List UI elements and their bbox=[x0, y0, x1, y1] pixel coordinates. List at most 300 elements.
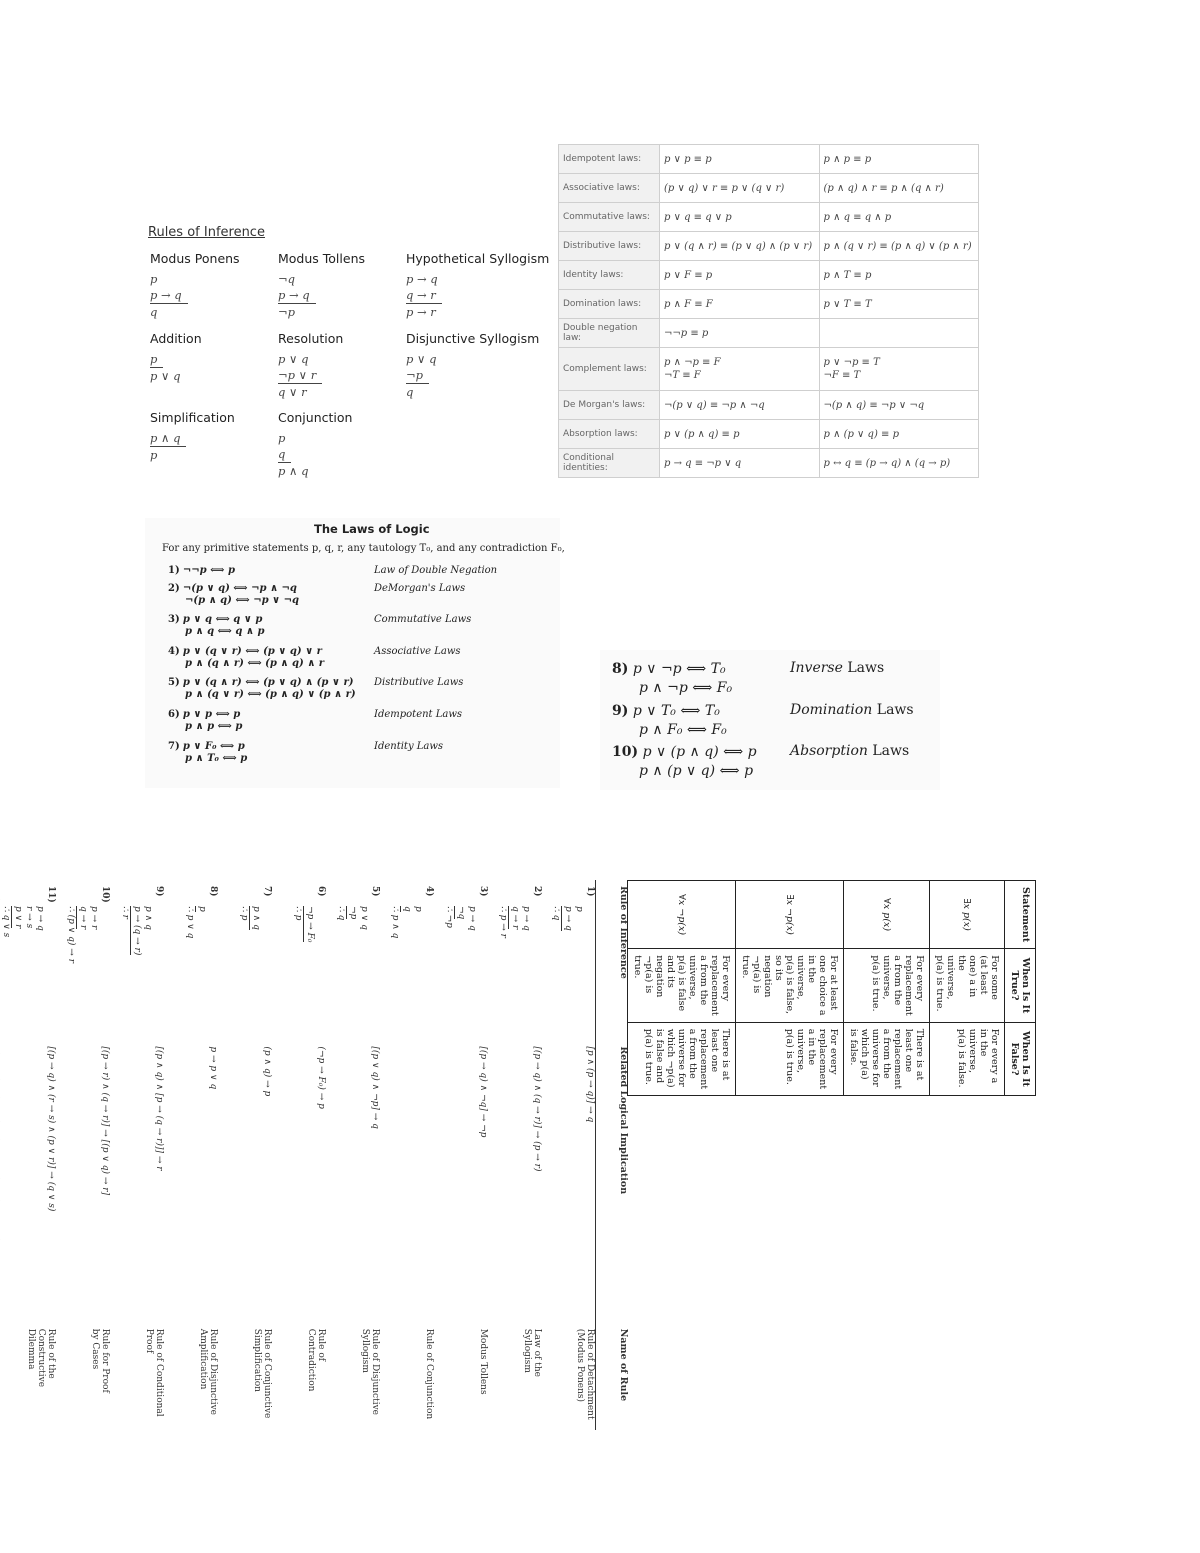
formula-line: (p ∧ q) ∧ r ≡ p ∧ (q ∧ r) bbox=[823, 182, 944, 194]
equivalence-label: Absorption laws: bbox=[559, 420, 660, 449]
logic-law bbox=[612, 702, 727, 740]
quantifier-true-condition: For every replacement a from the universe, p(a) is false and its negation ¬p(a) is true. bbox=[628, 949, 736, 1022]
logic-law-line bbox=[612, 679, 732, 698]
inference-name-line: Amplification bbox=[198, 1328, 208, 1390]
equivalence-label: Idempotent laws: bbox=[559, 145, 660, 174]
logic-law-expression: ¬(p ∨ q) ⟺ ¬p ∧ ¬q bbox=[182, 583, 297, 594]
inference-premise bbox=[346, 886, 358, 1034]
inference-rule-name: Disjunctive Syllogism bbox=[406, 331, 540, 346]
inference-rule-premise bbox=[150, 351, 202, 368]
logic-law-number: 3) bbox=[168, 614, 180, 625]
equivalence-formula bbox=[660, 420, 820, 449]
inference-conclusion: ∴ r bbox=[120, 906, 130, 919]
quantifier-false-condition: There is at least one replacement a from the universe for which p(a) is false. bbox=[844, 1022, 930, 1095]
premise-text: ¬p ∨ r bbox=[278, 367, 322, 384]
premise-text: p → r bbox=[89, 906, 99, 930]
inference-cell-name bbox=[272, 1323, 326, 1430]
premise-text: ¬p bbox=[406, 367, 429, 384]
logic-law-expression: p ∧ (q ∧ r) ⟺ (p ∧ q) ∧ r bbox=[185, 658, 325, 669]
equivalence-formula bbox=[660, 348, 820, 391]
inference-rule-name: Conjunction bbox=[278, 410, 353, 425]
equivalence-formula bbox=[660, 203, 820, 232]
quantifier-true-condition: For every replacement a from the universe, p(a) is true. bbox=[844, 949, 930, 1022]
formula-line: ¬T ≡ F bbox=[664, 370, 701, 381]
quantifier-header-statement: Statement bbox=[1005, 881, 1036, 949]
inference-rule-name: Simplification bbox=[150, 410, 235, 425]
inference-name-line: Syllogism bbox=[360, 1328, 370, 1373]
equivalence-row bbox=[559, 232, 979, 261]
logic-law-line bbox=[168, 646, 324, 658]
equivalence-label: Commutative laws: bbox=[559, 203, 660, 232]
inference-rule bbox=[150, 410, 235, 463]
inference-cell-name bbox=[164, 1323, 218, 1430]
premise-text: ¬q bbox=[278, 272, 295, 286]
quantifier-true-condition: For at least one choice a in the universe, p(a) is false, so its negation ¬p(a) is true. bbox=[736, 949, 844, 1022]
logic-law-number: 2) bbox=[168, 583, 180, 594]
logic-law-name bbox=[790, 743, 909, 759]
inference-premise bbox=[23, 886, 34, 1034]
inference-cell-name bbox=[218, 1323, 272, 1430]
quantifier-statement: ∀x ¬p(x) bbox=[628, 881, 736, 949]
inference-table-row bbox=[164, 880, 218, 1430]
logic-law-number: 7) bbox=[168, 741, 180, 752]
premise-text: q → r bbox=[78, 906, 88, 930]
formula-line: p ∨ (p ∧ q) ≡ p bbox=[664, 428, 740, 440]
formula-line: p ∧ T ≡ p bbox=[823, 269, 872, 281]
formula-line: ¬F ≡ T bbox=[823, 370, 861, 381]
formula-line: (p ∨ q) ∨ r ≡ p ∨ (q ∨ r) bbox=[664, 182, 785, 194]
logic-law-name-suffix: Laws bbox=[867, 743, 910, 759]
inference-cell-rule bbox=[110, 880, 164, 1040]
premise-text: p ∨ q bbox=[278, 352, 309, 366]
inference-rule-name: Modus Tollens bbox=[278, 251, 366, 266]
inference-rule-premise bbox=[278, 367, 343, 384]
premise-text: q bbox=[278, 446, 291, 463]
equivalence-row bbox=[559, 261, 979, 290]
logic-law bbox=[612, 743, 757, 781]
inference-cell-name bbox=[110, 1323, 164, 1430]
inference-rule-premise bbox=[278, 287, 365, 304]
inference-rule bbox=[150, 251, 240, 320]
inference-conclusion: ∴ p bbox=[239, 906, 249, 921]
logic-law-name-suffix: Laws bbox=[842, 660, 885, 676]
inference-rule-premise bbox=[150, 271, 240, 287]
premise-text: p ∨ r bbox=[13, 906, 23, 929]
inference-table bbox=[0, 880, 650, 1430]
equivalence-formula bbox=[660, 319, 820, 348]
formula-line: p ∧ (p ∨ q) ≡ p bbox=[823, 428, 899, 440]
inference-cell-rule bbox=[164, 880, 218, 1040]
quantifier-false-condition: For every a in the universe, p(a) is false. bbox=[930, 1022, 1005, 1095]
quantifier-true-condition: For some (at least one) a in the universe, p(a) is true. bbox=[930, 949, 1005, 1022]
inference-rule-conclusion: p bbox=[150, 448, 158, 462]
inference-name-line: Rule of bbox=[316, 1328, 326, 1362]
inference-cell-name bbox=[56, 1323, 110, 1430]
formula-line: ¬¬p ≡ p bbox=[664, 327, 709, 339]
inference-cell-implication: (p ∧ q) → p bbox=[262, 1046, 272, 1097]
premise-text: p bbox=[150, 351, 163, 368]
inference-rule-name: Resolution bbox=[278, 331, 344, 346]
logic-law-line bbox=[612, 721, 727, 740]
inference-premise bbox=[142, 886, 153, 1034]
inference-rule-premise bbox=[150, 430, 235, 447]
logic-law-number: 10) bbox=[612, 744, 639, 760]
quantifier-row bbox=[930, 881, 1005, 1096]
logic-law-expression: ¬¬p ⟺ p bbox=[182, 565, 235, 576]
formula-line: p ∨ q ≡ q ∨ p bbox=[664, 211, 732, 223]
inference-cell-name bbox=[0, 1323, 56, 1430]
formula-line: ¬(p ∨ q) ≡ ¬p ∧ ¬q bbox=[664, 399, 765, 411]
inference-premise bbox=[303, 886, 315, 1034]
inference-rule-conclusion: q ∨ r bbox=[278, 385, 307, 399]
inference-cell-implication: [(p ∧ q) ∧ [p → (q → r)]] → r bbox=[154, 1046, 164, 1171]
logic-law-name-emphasis: Inverse bbox=[790, 660, 843, 676]
inference-premise bbox=[358, 886, 369, 1034]
inference-rule bbox=[150, 331, 202, 384]
inference-table-row bbox=[488, 880, 542, 1430]
logic-law-name: DeMorgan's Laws bbox=[374, 583, 466, 594]
inference-premise bbox=[76, 886, 88, 1034]
inference-name-line: Rule of Conditional bbox=[154, 1328, 164, 1417]
inference-cell-implication: [(p ∨ q) ∧ ¬p] → q bbox=[370, 1046, 380, 1129]
inference-cell-implication: [p ∧ (p → q)] → q bbox=[585, 1046, 596, 1123]
formula-line: p ∧ ¬p ≡ F bbox=[664, 357, 721, 368]
inference-premise bbox=[466, 886, 477, 1034]
logic-law-expression: p ∨ p ⟺ p bbox=[182, 709, 241, 720]
inference-row-number: 9) bbox=[154, 886, 164, 897]
inference-table-row bbox=[326, 880, 380, 1430]
inference-rule bbox=[278, 410, 352, 479]
logic-law-line bbox=[612, 762, 757, 781]
inference-row-number: 2) bbox=[532, 886, 542, 897]
logic-law-name-emphasis: Absorption bbox=[790, 743, 868, 759]
logic-law-number: 8) bbox=[612, 661, 629, 677]
formula-line: p ∨ (q ∧ r) ≡ (p ∨ q) ∧ (p ∨ r) bbox=[664, 240, 813, 252]
inference-name-line: (Modus Ponens) bbox=[575, 1328, 586, 1403]
logic-law-line bbox=[612, 660, 732, 679]
inference-cell-rule bbox=[0, 880, 56, 1040]
logic-law-line bbox=[168, 677, 356, 689]
inference-name-line: Law of the Syllogism bbox=[522, 1328, 542, 1377]
premise-text: p → q bbox=[278, 287, 316, 304]
inference-name-line: Rule for Proof bbox=[100, 1328, 110, 1393]
quantifier-header-true: When Is It True? bbox=[1005, 949, 1036, 1022]
inference-rule-name: Addition bbox=[150, 331, 202, 346]
inference-cell-name bbox=[326, 1323, 380, 1430]
inference-premise bbox=[11, 886, 23, 1034]
inference-rule-name: Hypothetical Syllogism bbox=[406, 251, 550, 266]
equivalence-row bbox=[559, 203, 979, 232]
formula-line: p ↔ q ≡ (p → q) ∧ (q → p) bbox=[823, 457, 951, 469]
logic-law-line bbox=[168, 753, 247, 765]
inference-name-line: Rule of Disjunctive bbox=[370, 1328, 380, 1415]
inference-row-number: 4) bbox=[424, 886, 434, 897]
equivalence-laws-table bbox=[558, 144, 979, 478]
logic-law-expression: p ∧ T₀ ⟺ p bbox=[185, 753, 248, 764]
inference-name-line: by Cases bbox=[90, 1328, 100, 1370]
logic-law-expression: ¬(p ∧ q) ⟺ ¬p ∨ ¬q bbox=[185, 595, 300, 606]
inference-rule-premise bbox=[278, 446, 352, 463]
formula-line: p ∧ (q ∨ r) ≡ (p ∧ q) ∨ (p ∧ r) bbox=[823, 240, 972, 252]
quantifier-false-condition: For every replacement a in the universe, p(a) is true. bbox=[736, 1022, 844, 1095]
quantifier-table-rotated bbox=[627, 880, 1036, 1096]
inference-rule-premise bbox=[278, 271, 365, 287]
inference-table-row bbox=[218, 880, 272, 1430]
logic-law-expression: p ∧ q ⟺ q ∧ p bbox=[185, 626, 265, 637]
logic-law-name: Law of Double Negation bbox=[374, 565, 498, 576]
premise-text: p → q bbox=[35, 906, 45, 931]
formula-line: p ∧ F ≡ F bbox=[664, 298, 713, 310]
formula-line: p ∨ F ≡ p bbox=[664, 269, 713, 281]
inference-premise bbox=[34, 886, 45, 1034]
inference-premise bbox=[412, 886, 423, 1034]
inference-rule bbox=[278, 251, 365, 320]
formula-line: p ∧ p ≡ p bbox=[823, 153, 872, 165]
inference-rule-conclusion: p → r bbox=[406, 305, 436, 319]
inference-conclusion: ∴ ¬p bbox=[444, 906, 454, 928]
equivalence-formula bbox=[819, 391, 979, 420]
inference-name-line: Constructive bbox=[36, 1328, 46, 1388]
inference-premise bbox=[454, 886, 466, 1034]
premise-text: p ∧ q bbox=[143, 906, 153, 930]
logic-law bbox=[168, 677, 356, 701]
inference-rule-premise bbox=[150, 287, 240, 304]
inference-name-line: Rule of Detachment bbox=[585, 1328, 596, 1420]
quantifier-statement: ∃x ¬p(x) bbox=[736, 881, 844, 949]
inference-name-line: Rule of Disjunctive bbox=[208, 1328, 218, 1415]
inference-row-number: 6) bbox=[316, 886, 326, 897]
inference-rule-conclusion: p ∨ q bbox=[150, 369, 181, 383]
equivalence-row bbox=[559, 145, 979, 174]
formula-line: p ∧ q ≡ q ∧ p bbox=[823, 211, 892, 223]
formula-line: p ∨ ¬p ≡ T bbox=[823, 357, 880, 368]
inference-table-row bbox=[272, 880, 326, 1430]
inference-table-row bbox=[434, 880, 488, 1430]
inference-table-rotated bbox=[0, 880, 650, 1430]
logic-law-line bbox=[168, 614, 264, 626]
logic-law-expression: p ∨ q ⟺ q ∨ p bbox=[182, 614, 263, 625]
premise-text: ¬q bbox=[456, 906, 466, 920]
formula-line: p → q ≡ ¬p ∨ q bbox=[664, 457, 742, 469]
quantifier-row bbox=[844, 881, 930, 1096]
logic-law-line bbox=[168, 741, 247, 753]
logic-law bbox=[612, 660, 732, 698]
equivalence-formula bbox=[819, 174, 979, 203]
equivalence-formula bbox=[819, 449, 979, 478]
inference-name-line: Modus Tollens bbox=[478, 1328, 488, 1395]
formula-line: p ∨ p ≡ p bbox=[664, 153, 712, 165]
inference-premise bbox=[508, 886, 520, 1034]
inference-premise bbox=[562, 886, 574, 1034]
equivalence-formula bbox=[660, 261, 820, 290]
equivalence-formula bbox=[819, 261, 979, 290]
logic-law-expression: p ∧ p ⟺ p bbox=[185, 721, 243, 732]
logic-law-expression: p ∧ ¬p ⟺ F₀ bbox=[639, 680, 733, 696]
inference-rule-premise bbox=[406, 351, 539, 367]
inference-name-line: Rule of Conjunction bbox=[424, 1328, 434, 1420]
premise-text: r → s bbox=[24, 906, 34, 929]
equivalence-row bbox=[559, 391, 979, 420]
inference-table-row bbox=[56, 880, 110, 1430]
inference-cell-name bbox=[488, 1323, 542, 1430]
inference-premise bbox=[249, 886, 261, 1034]
inference-row-number: 5) bbox=[370, 886, 380, 897]
quantifier-table bbox=[627, 880, 1036, 1096]
equivalence-formula bbox=[819, 348, 979, 391]
inference-cell-rule bbox=[218, 880, 272, 1040]
formula-line: ¬(p ∧ q) ≡ ¬p ∨ ¬q bbox=[823, 399, 925, 411]
logic-law-name: Commutative Laws bbox=[374, 614, 472, 625]
premise-text: p bbox=[197, 906, 207, 912]
logic-law-number: 5) bbox=[168, 677, 180, 688]
premise-text: ¬p → F₀ bbox=[305, 906, 315, 943]
logic-law-line bbox=[612, 743, 757, 762]
equivalence-label: Domination laws: bbox=[559, 290, 660, 319]
logic-law-name: Identity Laws bbox=[374, 741, 444, 752]
logic-law-name: Idempotent Laws bbox=[374, 709, 463, 720]
inference-cell-rule bbox=[272, 880, 326, 1040]
premise-text: p → q bbox=[406, 272, 438, 286]
premise-text: p → q bbox=[467, 906, 477, 931]
equivalence-row bbox=[559, 449, 979, 478]
inference-cell-rule bbox=[488, 880, 542, 1040]
inference-header-name: Name of Rule bbox=[596, 1323, 650, 1430]
inference-rule-name: Modus Ponens bbox=[150, 251, 240, 266]
equivalence-formula bbox=[819, 290, 979, 319]
inference-rule-premise bbox=[278, 351, 343, 367]
logic-law-expression: p ∨ (q ∧ r) ⟺ (p ∨ q) ∧ (p ∨ r) bbox=[182, 677, 354, 688]
inference-rule bbox=[406, 251, 549, 320]
premise-text: p bbox=[413, 906, 423, 912]
inference-rule-premise bbox=[406, 271, 549, 287]
inference-row-number: 3) bbox=[478, 886, 488, 897]
inference-name-line: Dilemma bbox=[26, 1328, 36, 1370]
premise-text: p bbox=[150, 272, 158, 286]
inference-name-line: Rule of Conjunctive bbox=[262, 1328, 272, 1419]
inference-name-line: Contradiction bbox=[306, 1328, 316, 1392]
equivalence-formula bbox=[819, 145, 979, 174]
premise-text: p → q bbox=[521, 906, 531, 931]
inference-cell-implication: [(p → q) ∧ (r → s) ∧ (p ∨ r)] → (q ∨ s) bbox=[46, 1046, 56, 1212]
logic-law-name bbox=[790, 702, 914, 718]
inference-conclusion: ∴ p ∨ q bbox=[185, 906, 195, 939]
equivalence-formula bbox=[660, 290, 820, 319]
inference-rule-premise bbox=[406, 287, 549, 304]
equivalence-label: De Morgan's laws: bbox=[559, 391, 660, 420]
logic-law bbox=[168, 741, 247, 765]
inference-name-line: Simplification bbox=[252, 1328, 262, 1392]
equivalence-label: Conditional identities: bbox=[559, 449, 660, 478]
premise-text: p → q bbox=[563, 906, 574, 931]
inference-conclusion: ∴ p → r bbox=[498, 906, 508, 938]
premise-text: q → r bbox=[510, 906, 520, 930]
rules-of-inference-title: Rules of Inference bbox=[148, 225, 265, 240]
premise-text: ¬p bbox=[348, 906, 358, 920]
premise-text: p → q bbox=[150, 287, 188, 304]
logic-law-line bbox=[612, 702, 727, 721]
inference-premise bbox=[195, 886, 207, 1034]
premise-text: q → r bbox=[406, 287, 442, 304]
equivalence-row bbox=[559, 420, 979, 449]
logic-law-expression: p ∨ (q ∨ r) ⟺ (p ∨ q) ∨ r bbox=[182, 646, 322, 657]
logic-law-line bbox=[168, 565, 235, 577]
equivalence-row bbox=[559, 348, 979, 391]
equivalence-row bbox=[559, 319, 979, 348]
inference-cell-name bbox=[542, 1323, 596, 1430]
premise-text: p ∧ q bbox=[150, 430, 186, 447]
quantifier-statement: ∀x p(x) bbox=[844, 881, 930, 949]
inference-premise bbox=[400, 886, 412, 1034]
equivalence-label: Distributive laws: bbox=[559, 232, 660, 261]
equivalence-formula bbox=[660, 449, 820, 478]
equivalence-formula bbox=[819, 420, 979, 449]
inference-conclusion: ∴ q ∨ s bbox=[1, 906, 11, 938]
inference-premise bbox=[574, 886, 585, 1034]
equivalence-formula bbox=[660, 145, 820, 174]
inference-cell-rule bbox=[326, 880, 380, 1040]
logic-law-line bbox=[168, 689, 356, 701]
inference-cell-implication bbox=[380, 1040, 434, 1322]
equivalence-formula bbox=[660, 391, 820, 420]
inference-cell-implication: [(p → q) ∧ (q → r)] → (p → r) bbox=[532, 1046, 542, 1172]
inference-rule bbox=[406, 331, 539, 400]
inference-cell-name bbox=[434, 1323, 488, 1430]
logic-law-expression: p ∧ (q ∨ r) ⟺ (p ∧ q) ∨ (p ∧ r) bbox=[185, 689, 356, 700]
logic-law-name-suffix: Laws bbox=[872, 702, 914, 718]
equivalence-row bbox=[559, 174, 979, 203]
logic-law-line bbox=[168, 583, 299, 595]
equivalence-label: Double negation law: bbox=[559, 319, 660, 348]
inference-cell-rule bbox=[380, 880, 434, 1040]
premise-text: p ∧ q bbox=[251, 906, 261, 930]
logic-law bbox=[168, 583, 299, 607]
logic-law bbox=[168, 709, 242, 733]
equivalence-formula bbox=[819, 319, 979, 348]
inference-rule-conclusion: p ∧ q bbox=[278, 464, 309, 478]
inference-row-number: 1) bbox=[585, 886, 596, 897]
inference-row-number: 8) bbox=[208, 886, 218, 897]
inference-rule-premise bbox=[406, 367, 539, 384]
inference-cell-implication: [(p → q) ∧ ¬q] → ¬p bbox=[478, 1046, 488, 1138]
equivalence-formula bbox=[819, 232, 979, 261]
logic-law-line bbox=[168, 595, 299, 607]
equivalence-label: Identity laws: bbox=[559, 261, 660, 290]
equivalence-row bbox=[559, 290, 979, 319]
logic-law bbox=[168, 565, 235, 577]
logic-law-expression: p ∧ (p ∨ q) ⟺ p bbox=[639, 763, 754, 779]
inference-table-row bbox=[542, 880, 596, 1430]
inference-premise bbox=[88, 886, 99, 1034]
logic-law-number: 1) bbox=[168, 565, 180, 576]
logic-law bbox=[168, 646, 324, 670]
inference-row-number: 10) bbox=[100, 886, 110, 903]
inference-cell-rule bbox=[56, 880, 110, 1040]
logic-law-expression: p ∨ ¬p ⟺ T₀ bbox=[632, 661, 726, 677]
inference-header-rule: Rule of Inference bbox=[596, 880, 650, 1040]
quantifier-row bbox=[628, 881, 736, 1096]
inference-rule-premise bbox=[278, 430, 352, 446]
premise-text: p ∨ q bbox=[359, 906, 369, 930]
quantifier-false-condition: There is at least one replacement a from the universe for which ¬p(a) is false and p(a) is true. bbox=[628, 1022, 736, 1095]
inference-table-row bbox=[380, 880, 434, 1430]
inference-cell-name bbox=[380, 1323, 434, 1430]
logic-law-line bbox=[168, 626, 264, 638]
logic-law-line bbox=[168, 721, 242, 733]
logic-law-expression: p ∨ F₀ ⟺ p bbox=[182, 741, 245, 752]
equivalence-label: Associative laws: bbox=[559, 174, 660, 203]
logic-law-number: 9) bbox=[612, 703, 629, 719]
inference-rule-conclusion: q bbox=[406, 385, 414, 399]
